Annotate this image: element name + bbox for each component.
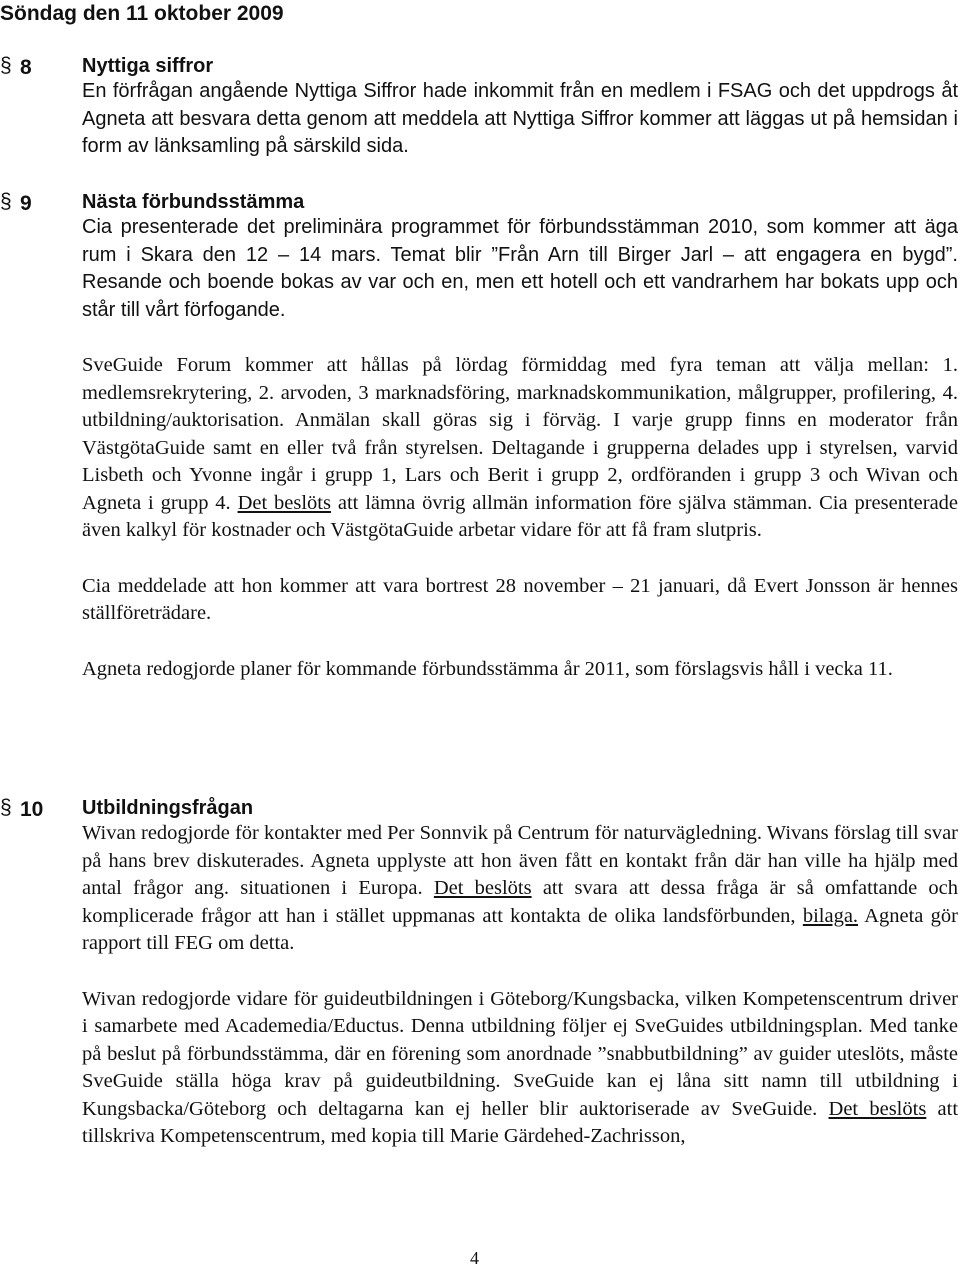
section-number: 9: [20, 192, 32, 215]
section-title: Nästa förbundsstämma: [82, 191, 305, 213]
section-number: 10: [20, 798, 44, 821]
section-mark: §: [0, 190, 12, 213]
section-paragraph: Agneta redogjorde planer för kommande förbundsstämma år 2011, som förslagsvis håll i vecka 11.: [82, 657, 893, 680]
section-paragraph: Cia presenterade det preliminära programmet för förbundsstämman 2010, som kommer att äga rum i Skara den 12 – 14 mars. Temat blir ”Från Arn till Birger Jarl – att engagera en bygd”. Resande och boende bokas av var och en, men ett hotell och ett vandrarhem har bokats upp och står till vårt förfogande.: [82, 216, 958, 321]
section-paragraph: Wivan redogjorde vidare för guideutbildningen i Göteborg/Kungsbacka, vilken Kompetenscentrum driver i samarbete med Academedia/Eductus. Denna utbildning följer ej SveGuides utbildningsplan. Med tanke på beslut på förbundsstämma, där en förening som anordnade ”snabbutbildning” av guider uteslöts, måste SveGuide ställa höga krav på guideutbildning. SveGuide kan ej låna sitt namn till utbildning i Kungsbacka/Göteborg och deltagarna kan ej heller blir auktoriserade av SveGuide. Det beslöts att tillskriva Kompetenscentrum, med kopia till Marie Gärdehed-Zachrisson,: [82, 987, 959, 1147]
section-paragraph: SveGuide Forum kommer att hållas på lördag förmiddag med fyra teman att välja mellan: 1. medlemsrekrytering, 2. arvoden, 3 marknadsföring, marknadskommunikation, målgrupper, profilering, 4. utbildning/auktorisation. Anmälan skall göras sig i förväg. I varje grupp finns en moderator från VästgötaGuide samt en eller två från styrelsen. Deltagande i grupperna delades upp i styrelsen, varvid Lisbeth och Yvonne ingår i grupp 1, Lars och Berit i grupp 2, ordföranden i grupp 3 och Wivan och Agneta i grupp 4. Det beslöts att lämna övrig allmän information före själva stämman. Cia presenterade även kalkyl för kostnader och VästgötaGuide arbetar vidare för att få fram slutpris.: [82, 354, 959, 541]
section-paragraph: En förfrågan angående Nyttiga Siffror hade inkommit från en medlem i FSAG och det uppdrogs åt Agneta att besvara detta genom att meddela att Nyttiga Siffror kommer att läggas ut på hemsidan i form av länksamling på särskild sida.: [82, 80, 958, 157]
section-mark: §: [0, 796, 12, 819]
decision-underline: Det beslöts: [237, 491, 331, 514]
section-title: Utbildningsfrågan: [82, 797, 254, 819]
section-paragraph: Cia meddelade att hon kommer att vara bortrest 28 november – 21 januari, då Evert Jonsson är hennes ställföreträdare.: [82, 574, 958, 624]
section-number: 8: [20, 56, 32, 79]
page-header-date: Söndag den 11 oktober 2009: [0, 2, 284, 25]
section-title: Nyttiga siffror: [82, 55, 214, 77]
page-number: 4: [470, 1248, 479, 1268]
decision-underline: Det beslöts: [828, 1097, 927, 1120]
section-paragraph: Wivan redogjorde för kontakter med Per Sonnvik på Centrum för naturvägledning. Wivans förslag till svar på hans brev diskuterades. Agneta upplyste att hon även fått en kontakt från där han ville ha hjälp med antal frågor ang. situationen i Europa. Det beslöts att svara att dessa fråga är så omfattande och komplicerade frågor att han i stället uppmanas att kontakta de olika landsförbunden, bilaga. Agneta gör rapport till FEG om detta.: [82, 822, 959, 954]
decision-underline: Det beslöts: [433, 877, 532, 899]
attachment-link[interactable]: bilaga.: [802, 904, 859, 927]
section-mark: §: [0, 54, 12, 77]
